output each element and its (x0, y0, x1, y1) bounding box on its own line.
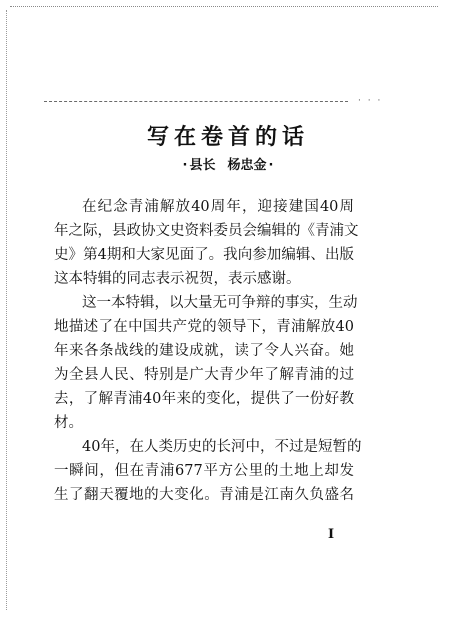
body-text (54, 195, 362, 507)
text-line: 40年，在人类历史的长河中，不过是短暂的 (82, 439, 362, 455)
text-line: 在纪念青浦解放40周年，迎接建国40周 (82, 199, 354, 215)
text-line: 这一本特辑，以大量无可争辩的事实，生动 (82, 295, 358, 311)
text-line: 年之际，县政协文史资料委员会编辑的《青浦文 (54, 223, 359, 239)
byline-bullet-right: · (268, 158, 274, 173)
text-line: 这本特辑的同志表示祝贺，表示感谢。 (54, 271, 301, 287)
text-line: 去，了解青浦40年来的变化，提供了一份好教 (54, 391, 354, 407)
text-line: 生了翻天覆地的大变化。青浦是江南久负盛名 (54, 487, 354, 503)
text-line: 为全县人民、特别是广大青少年了解青浦的过 (54, 367, 354, 383)
scan-edge-top (10, 6, 438, 7)
text-line: 材。 (54, 415, 83, 431)
author-byline (0, 156, 414, 176)
page-title: 写在卷首的话 (146, 125, 309, 150)
paragraph (54, 291, 358, 435)
scan-edge-left (6, 10, 7, 610)
text-line: 地描述了在中国共产党的领导下，青浦解放40 (54, 319, 354, 335)
author-name: 杨忠金 (227, 158, 267, 173)
paragraph (54, 435, 362, 507)
text-line: 史》第4期和大家见面了。我向参加编辑、出版 (54, 247, 354, 263)
page-number: I (328, 527, 335, 542)
header-rule-mark: · · · (358, 96, 383, 106)
header-rule (44, 101, 348, 102)
text-line: 一瞬间，但在青浦677平方公里的土地上却发 (54, 463, 354, 479)
byline-bullet-left: · (182, 158, 188, 173)
text-line: 年来各条战线的建设成就，读了令人兴奋。她 (54, 343, 354, 359)
paragraph (54, 195, 359, 291)
author-role: 县长 (189, 158, 216, 173)
